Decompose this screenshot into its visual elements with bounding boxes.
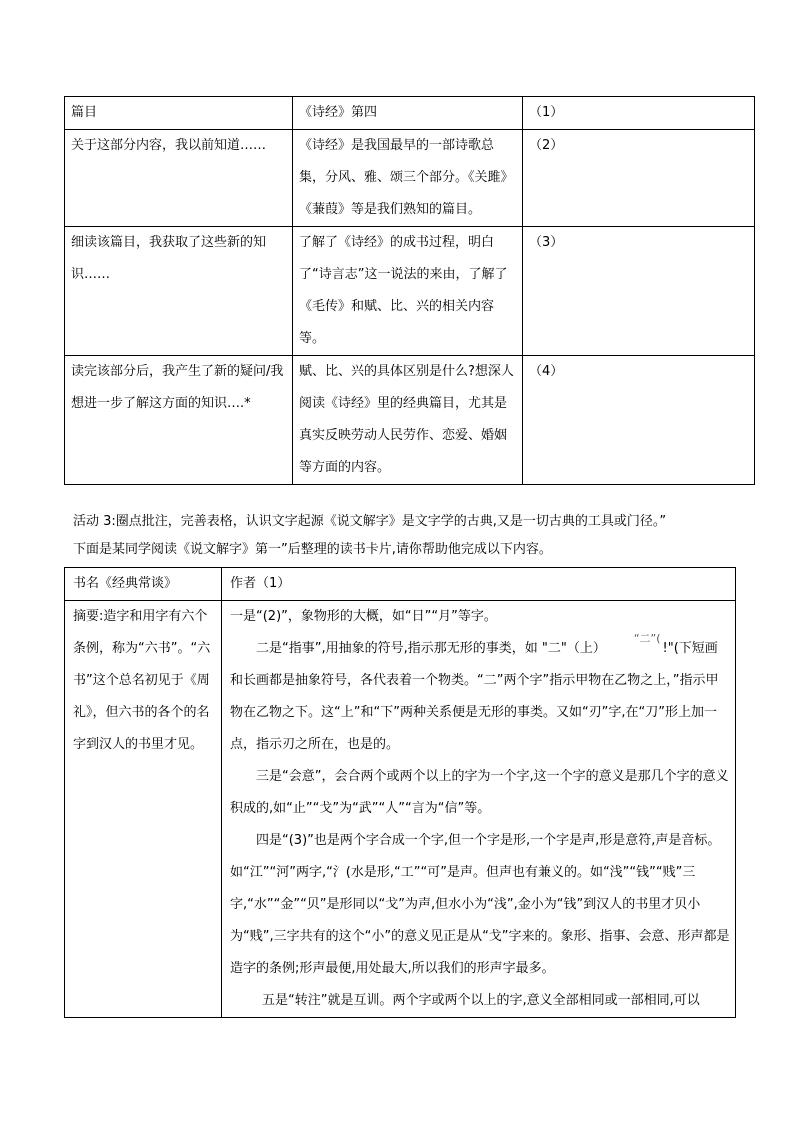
paragraph-text: !"(下短画和长画都是抽象符号，各代表着一个物类。“二”两个字”指示甲物在乙物之上，”指示甲物在乙物之下。这“上”和“下”两种关系便是无形的事类。又如“刃”字,在“刀”形上加一点，指示刃之所在，也是的。 <box>230 641 719 752</box>
table-cell: 篇目 <box>65 97 293 130</box>
table-row <box>65 568 736 601</box>
author-cell[interactable]: 作者（1） <box>222 568 736 601</box>
summary-cell <box>65 601 222 1018</box>
content-cell <box>222 601 736 1018</box>
paragraph-xingsheng: 四是“(3)”也是两个字合成一个字,但一个字是形,一个字是声,形是意符,声是音标。如“江”“河”两字,“氵(水是形,“工”“可”是声。但声也有兼义的。如“浅”“钱”“贱”三字,“水”“金”“贝”是形同以“戈”为声,但水小为“浅”,金小为“钱”到汉人的书里才贝小为“贱”,三字共有的这个“小”的意义见正是从“戈”字来的。象形、指事、会意、形声都是造字的条例;形声最便,用处最大,所以我们的形声字最多。 <box>230 833 730 976</box>
table-cell: 细读该篇目，我获取了这些新的知识…… <box>65 227 293 356</box>
activity-caption: 活动 3:圈点批注，完善表格，认识文字起源《说文解字》是文字学的古典,又是一切古典的工具或门径。” <box>73 514 667 529</box>
book-title-cell: 书名《经典常谈》 <box>65 568 222 601</box>
answer-blank-1[interactable]: （1） <box>523 97 755 130</box>
table-row <box>65 601 736 1018</box>
summary-text: 摘要:造字和用字有六个条例，称为“六书”。“六书”这个总名初见于《周礼》，但六书的各个的名字到汉人的书里才见。 <box>73 609 211 752</box>
table-cell: 赋、比、兴的具体区别是什么?想深人阅读《诗经》里的经典篇目，尤其是真实反映劳动人民劳作、恋爱、婚姻等方面的内容。 <box>293 356 523 485</box>
answer-blank-3[interactable]: （3） <box>523 227 755 356</box>
paragraph-zhuanzhu: 五是“转注”就是互训。两个字或两个以上的字,意义全部相同或一部相同,可以 <box>262 993 700 1008</box>
paragraph-xiangxing: 一是“(2)”，象物形的大概，如“日”“月”等字。 <box>230 609 497 624</box>
character-example-image: “二”( <box>633 632 661 645</box>
paragraph-text: 二是“指事”,用抽象的符号,指示那无形的事类，如 "二"（上） <box>256 641 606 656</box>
paragraph-zhishi <box>230 633 730 761</box>
table-row <box>65 97 755 130</box>
answer-blank-4[interactable]: （4） <box>523 356 755 485</box>
table-row <box>65 227 755 356</box>
reading-card-table <box>64 567 736 1018</box>
table-cell: 读完该部分后，我产生了新的疑问/我想进一步了解这方面的知识….* <box>65 356 293 485</box>
table-row <box>65 356 755 485</box>
paragraph-huiyi: 三是“会意”，会合两个或两个以上的字为一个字,这一个字的意义是那几个字的意义积成的,如“止”“戈”为“武”“人”“言为“信”等。 <box>230 769 729 816</box>
table-cell: 《诗经》第四 <box>293 97 523 130</box>
answer-blank-2[interactable]: （2） <box>523 130 755 227</box>
reading-notes-table <box>64 96 755 485</box>
table-cell: 《诗经》是我国最早的一部诗歌总集，分风、雅、颂三个部分。《关雎》《蒹葭》等是我们熟知的篇目。 <box>293 130 523 227</box>
table-cell: 关于这部分内容，我以前知道…… <box>65 130 293 227</box>
table-cell: 了解了《诗经》的成书过程，明白了“诗言志”这一说法的来由，了解了《毛传》和赋、比、兴的相关内容等。 <box>293 227 523 356</box>
activity-caption-continued: 下面是某同学阅读《说文解字》第一”后整理的读书卡片,请你帮助他完成以下内容。 <box>73 542 552 557</box>
table-row <box>65 130 755 227</box>
